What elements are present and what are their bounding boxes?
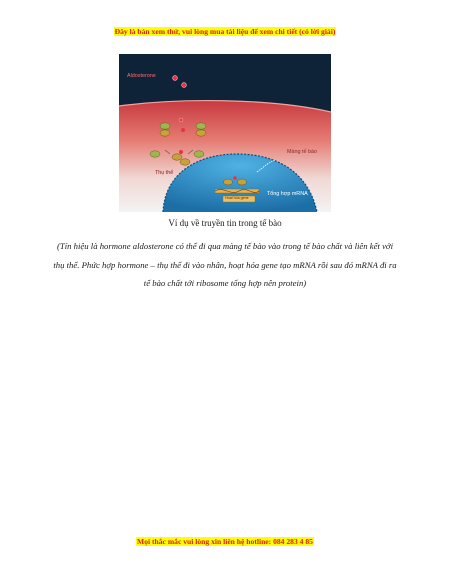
figure-caption: Ví dụ về truyền tin trong tế bào <box>168 218 282 228</box>
cell-signaling-figure <box>119 54 331 212</box>
preview-banner-text: Đây là bản xem thử, vui lòng mua tài liệu để xem chi tiết (có lời giải) <box>114 27 336 36</box>
label-gene-activation: Hoạt hóa gene <box>225 196 249 200</box>
label-mrna-synthesis: Tổng hợp mRNA <box>267 191 308 197</box>
hotline-banner-text: Mọi thắc mắc vui lòng xin liên hệ hotline: 084 283 4 85 <box>137 537 313 546</box>
figure-explanation: (Tín hiệu là hormone aldosterone có thể đi qua màng tế bào vào trong tế bào chất và liên kết với thụ thể. Phức hợp hormone – thụ thể đi vào nhân, hoạt hóa gene tạo mRNA rồi sau đó mRNA đi ra tế bào chất tới ribosome tổng hợp nên protein) <box>53 241 397 289</box>
hotline-banner <box>0 537 450 546</box>
preview-banner <box>0 27 450 36</box>
label-aldosterone: Aldosterone <box>127 73 156 79</box>
label-cell-membrane: Màng tế bào <box>287 149 317 155</box>
label-receptor: Thụ thể <box>155 170 174 176</box>
